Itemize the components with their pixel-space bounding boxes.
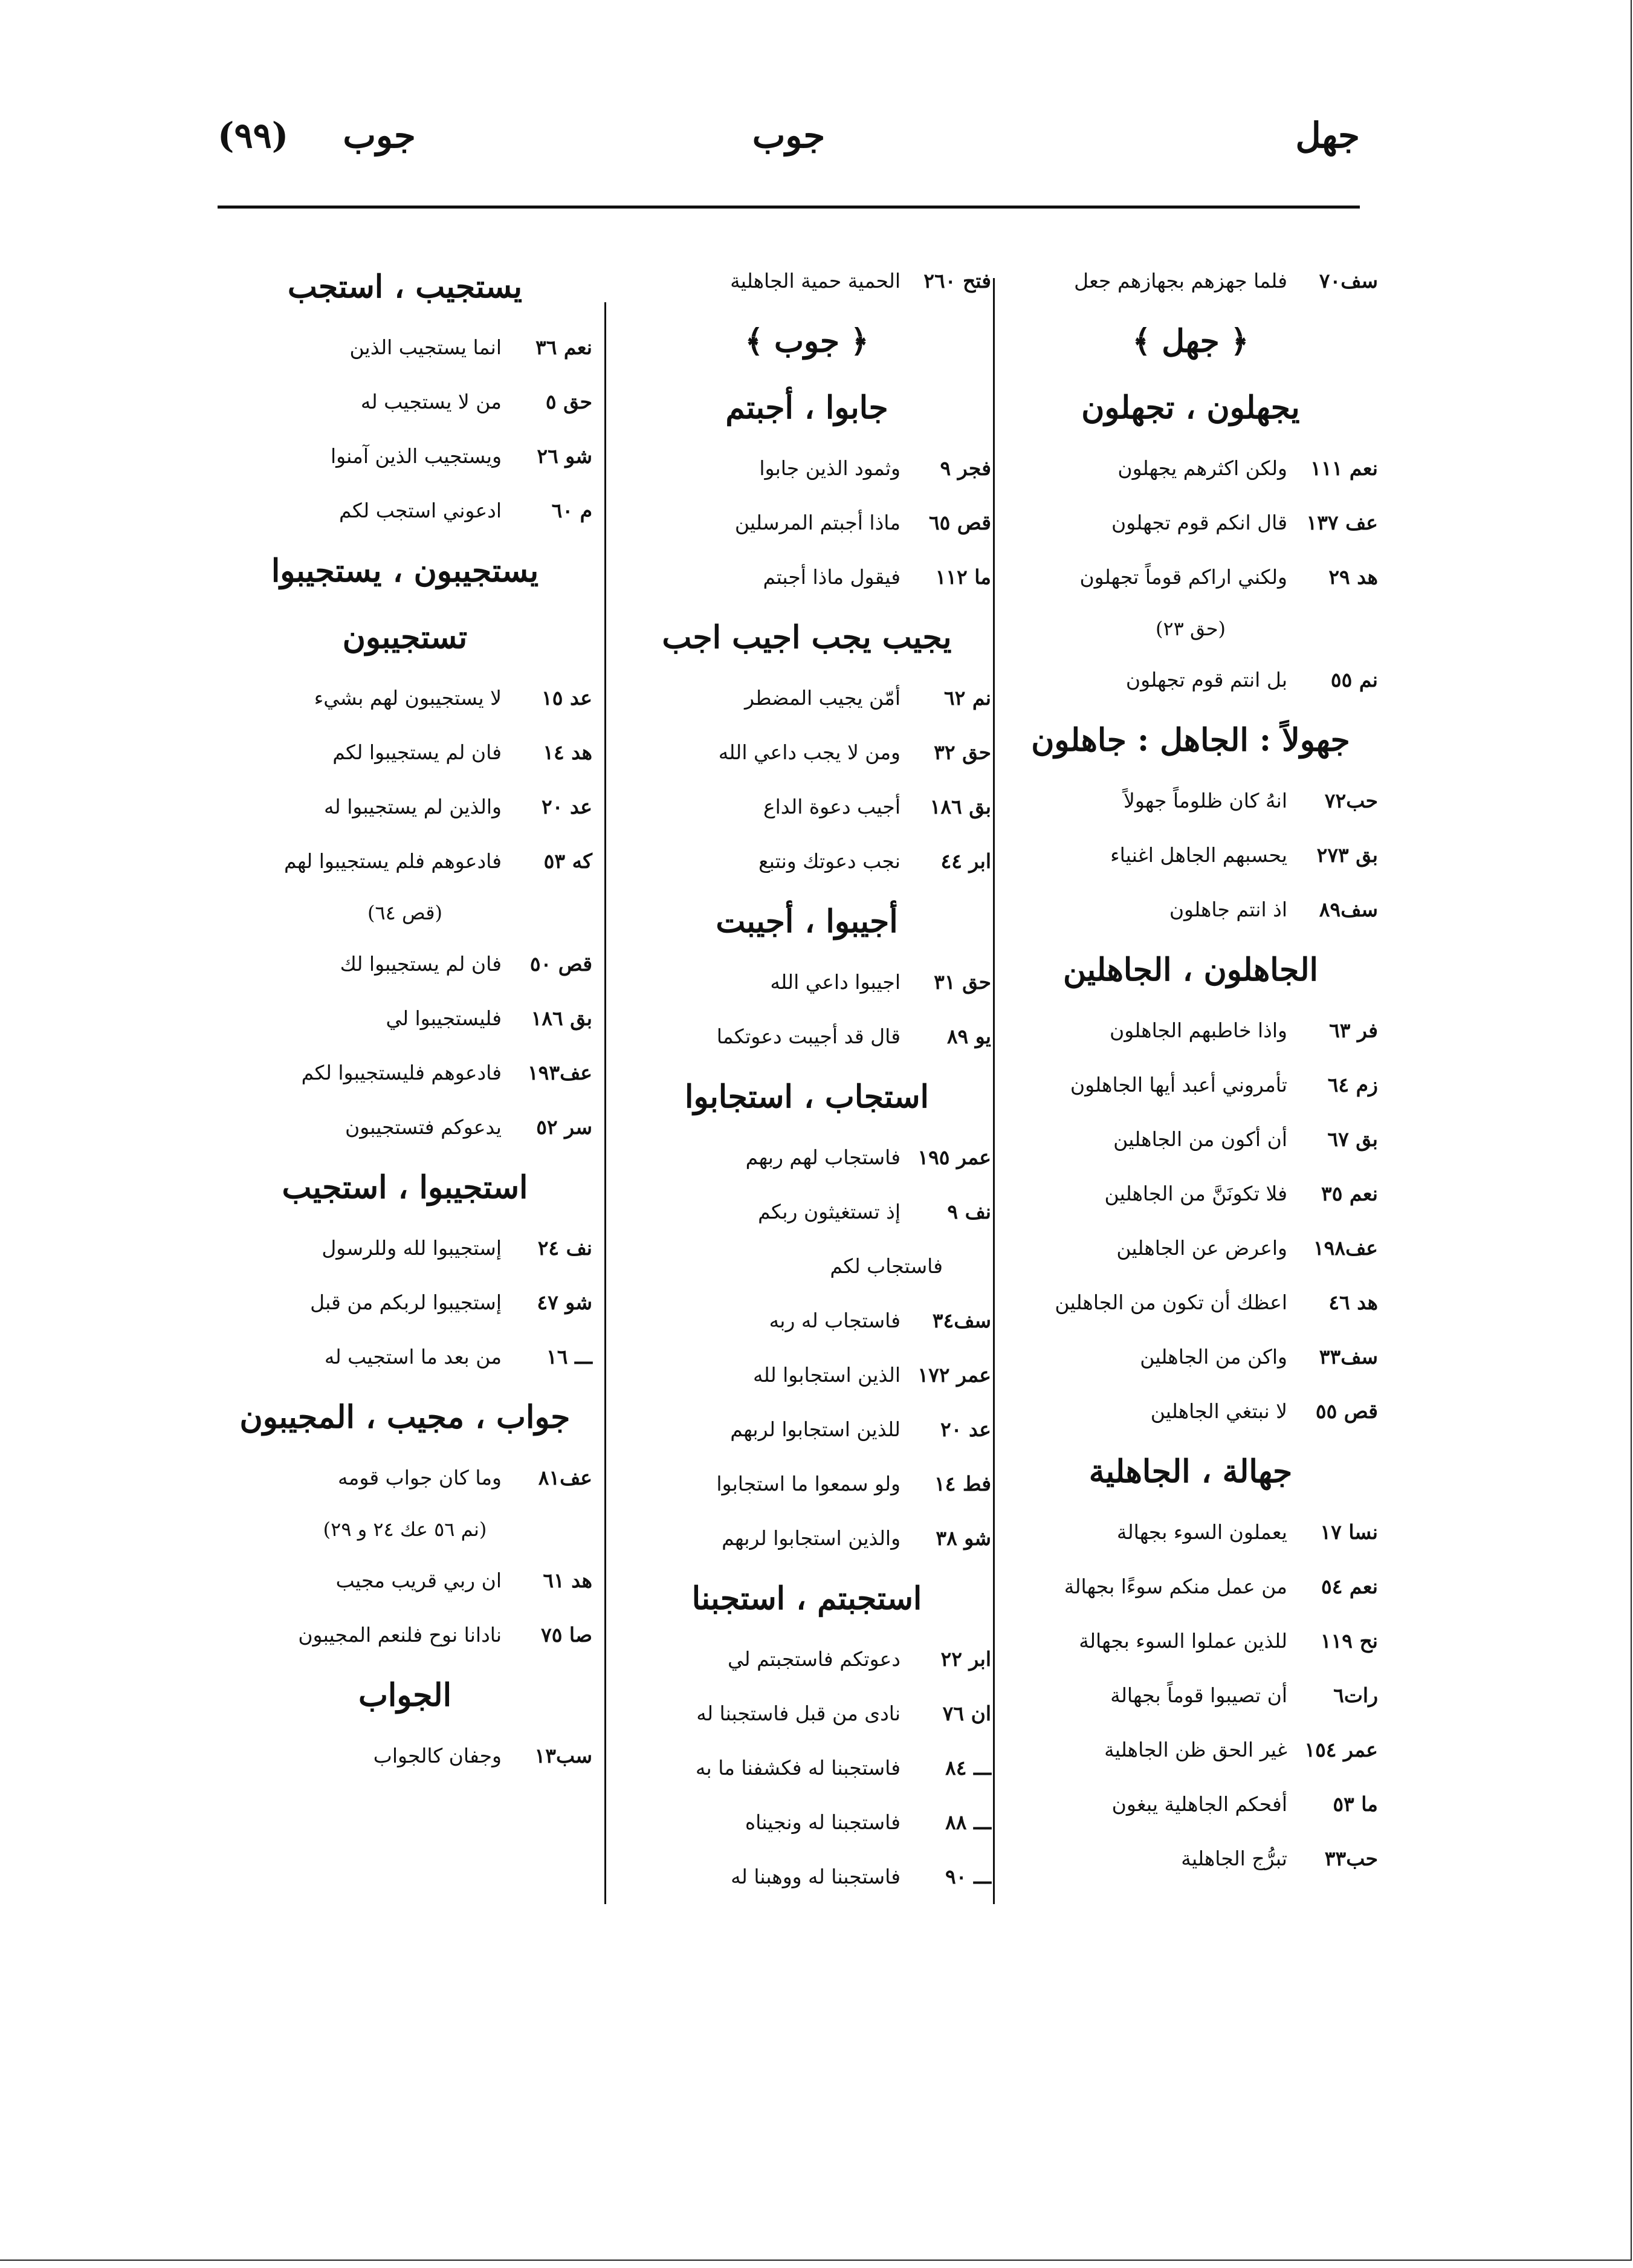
verse-entry <box>622 780 991 834</box>
verse-text: أمّن يجيب المضطر <box>745 686 901 710</box>
verse-entry <box>218 1100 592 1155</box>
verse-text: فيقول ماذا أجبتم <box>763 565 901 589</box>
verse-reference: عمر ١٩٥ <box>917 1145 991 1169</box>
page-header <box>218 115 1360 169</box>
verse-reference: بق ١٨٦ <box>531 1006 592 1030</box>
verse-entry <box>218 1729 592 1783</box>
verse-entry <box>218 1221 592 1275</box>
verse-entry <box>1003 1384 1378 1439</box>
verse-reference: ـــ ٨٤ <box>945 1756 991 1780</box>
verse-reference: ابر ٢٢ <box>940 1647 991 1671</box>
verse-reference: نم ٦٢ <box>943 686 991 710</box>
entry-heading: تستجيبون <box>342 619 468 656</box>
entry-heading: جابوا ، أجبتم <box>725 389 888 426</box>
verse-reference: عف١٩٨ <box>1313 1236 1378 1260</box>
verse-entry <box>622 1686 991 1741</box>
entry-heading: جهولاً : الجاهل : جاهلون <box>1031 722 1350 759</box>
verse-entry <box>218 991 592 1046</box>
verse-reference: ما ٥٣ <box>1333 1792 1378 1816</box>
header-rule <box>218 206 1360 209</box>
verse-reference: حق ٥ <box>545 390 592 413</box>
verse-reference: نف ٢٤ <box>537 1236 592 1260</box>
entry-heading: يستجيب ، استجب <box>287 268 523 305</box>
verse-text: من بعد ما استجيب له <box>324 1345 502 1369</box>
column-divider-left <box>604 302 606 1904</box>
entry-heading: استجيبوا ، استجيب <box>282 1169 528 1206</box>
verse-text: فلا تكونَنَّ من الجاهلين <box>1104 1182 1287 1205</box>
verse-reference: بق ١٨٦ <box>930 795 991 818</box>
verse-reference: عمر ١٧٢ <box>917 1363 991 1387</box>
verse-reference: زم ٦٤ <box>1327 1073 1378 1097</box>
verse-reference: حب٣٣ <box>1324 1847 1378 1870</box>
header-left-group <box>218 115 470 156</box>
entry-heading: يجهلون ، تجهلون <box>1081 389 1300 426</box>
verse-reference: صا ٧٥ <box>540 1623 592 1647</box>
verse-text: فاستجاب لكم <box>830 1254 943 1278</box>
verse-reference: حب٧٢ <box>1324 789 1378 812</box>
entry-heading: يجيب يجب اجيب اجب <box>662 619 952 656</box>
verse-entry <box>1003 1614 1378 1668</box>
verse-text: فليستجيبوا لي <box>386 1006 502 1030</box>
verse-text: تأمروني أعبد أيها الجاهلون <box>1070 1073 1287 1097</box>
entry-heading: جواب ، مجيب ، المجيبون <box>239 1399 571 1436</box>
verse-text: ادعوني استجب لكم <box>339 499 502 522</box>
verse-reference: شو ٢٦ <box>537 444 592 468</box>
verse-reference: فجر ٩ <box>940 456 991 480</box>
verse-reference: حق ٣٢ <box>934 740 991 764</box>
verse-entry <box>218 1330 592 1384</box>
verse-entry <box>1003 828 1378 883</box>
verse-reference: ان ٧٦ <box>942 1702 991 1725</box>
verse-reference: ما ١١٢ <box>935 565 991 589</box>
verse-text: فان لم يستجيبوا لك <box>340 952 502 976</box>
verse-entry <box>622 955 991 1009</box>
verse-entry <box>622 1402 991 1457</box>
verse-text: نادى من قبل فاستجبنا له <box>696 1702 901 1725</box>
verse-text: أجيب دعوة الداع <box>763 795 901 818</box>
verse-text: ولكني اراكم قوماً تجهلون <box>1079 565 1287 589</box>
verse-reference: هد ٢٩ <box>1328 565 1378 589</box>
verse-entry <box>218 1451 592 1505</box>
verse-text: فادعوهم فلم يستجيبوا لهم <box>283 849 502 873</box>
entry-heading: أجيبوا ، أجيبت <box>716 903 898 940</box>
verse-reference: قص ٥٥ <box>1315 1399 1378 1423</box>
verse-reference: ـــ ١٦ <box>546 1345 592 1369</box>
verse-entry <box>622 1457 991 1511</box>
verse-reference: نم ٥٥ <box>1330 668 1378 692</box>
verse-entry <box>1003 1668 1378 1723</box>
verse-text: اذ انتم جاهلون <box>1169 898 1287 921</box>
cross-reference-note: (نم ٥٦ عك ٢٤ و ٢٩) <box>323 1518 487 1541</box>
verse-entry <box>622 725 991 780</box>
verse-reference: رات٦ <box>1333 1683 1378 1707</box>
verse-entry <box>1003 883 1378 937</box>
verse-text: إستجيبوا لربكم من قبل <box>310 1291 502 1314</box>
verse-text: غير الحق ظن الجاهلية <box>1104 1738 1287 1761</box>
verse-reference: يو ٨٩ <box>946 1025 991 1048</box>
verse-entry <box>1003 441 1378 496</box>
verse-entry <box>218 834 592 889</box>
verse-reference: بق ٦٧ <box>1327 1127 1378 1151</box>
verse-text: يدعوكم فتستجيبون <box>344 1115 502 1139</box>
verse-text: أفحكم الجاهلية يبغون <box>1111 1792 1287 1816</box>
verse-text: للذين استجابوا لربهم <box>730 1418 901 1441</box>
verse-text: إستجيبوا لله وللرسول <box>322 1236 502 1260</box>
verse-text: إذ تستغيثون ربكم <box>758 1200 901 1223</box>
entry-heading: ﴿ جهل ﴾ <box>1132 323 1249 360</box>
verse-reference: عد ٢٠ <box>542 795 592 818</box>
verse-entry <box>218 429 592 484</box>
verse-text: من لا يستجيب له <box>360 390 502 413</box>
verse-text: ومن لا يجب داعي الله <box>718 740 901 764</box>
verse-reference: نعم ٥٤ <box>1321 1575 1378 1598</box>
verse-reference: فتح ٢٦٠ <box>923 269 991 293</box>
verse-entry <box>622 1294 991 1348</box>
verse-entry <box>218 1275 592 1330</box>
verse-entry <box>622 671 991 725</box>
verse-reference: شو ٣٨ <box>936 1526 991 1550</box>
verse-text: من عمل منكم سوءًا بجهالة <box>1064 1575 1287 1598</box>
verse-entry <box>622 1239 991 1294</box>
column-right <box>1003 254 1378 1886</box>
verse-entry <box>1003 1777 1378 1832</box>
entry-heading: ﴿ جوب ﴾ <box>745 323 869 360</box>
header-middle-word: جوب <box>752 115 826 156</box>
verse-text: يحسبهم الجاهل اغنياء <box>1110 843 1287 867</box>
verse-reference: نسا ١٧ <box>1320 1520 1378 1544</box>
verse-entry <box>622 1185 991 1239</box>
verse-text: انما يستجيب الذين <box>349 335 502 359</box>
verse-entry <box>622 1850 991 1904</box>
verse-reference: نعم ٣٦ <box>535 335 592 359</box>
verse-reference: سف٧٠ <box>1319 269 1378 293</box>
verse-entry <box>1003 653 1378 707</box>
verse-entry <box>1003 1221 1378 1275</box>
verse-reference: سر ٥٢ <box>536 1115 592 1139</box>
verse-reference: نعم ٣٥ <box>1321 1182 1378 1205</box>
page-number: (٩٩) <box>218 115 289 156</box>
verse-entry <box>622 441 991 496</box>
verse-reference: نح ١١٩ <box>1320 1629 1378 1653</box>
verse-entry <box>218 780 592 834</box>
verse-entry <box>622 254 991 308</box>
verse-reference: عمر ١٥٤ <box>1304 1738 1378 1761</box>
verse-reference: عد ٢٠ <box>940 1418 991 1441</box>
verse-entry <box>1003 1003 1378 1058</box>
entry-heading: استجاب ، استجابوا <box>685 1078 929 1115</box>
verse-reference: ـــ ٨٨ <box>945 1810 991 1834</box>
verse-text: أن تصيبوا قوماً بجهالة <box>1110 1683 1287 1707</box>
verse-reference: سف٣٤ <box>932 1309 991 1332</box>
verse-entry <box>218 375 592 429</box>
verse-entry <box>1003 496 1378 550</box>
verse-text: فان لم يستجيبوا لكم <box>332 740 502 764</box>
verse-reference: قص ٥٠ <box>529 952 592 976</box>
verse-entry <box>218 725 592 780</box>
verse-reference: عف٨١ <box>538 1466 592 1489</box>
verse-reference: سف٨٩ <box>1319 898 1378 921</box>
entry-heading: الجاهلون ، الجاهلين <box>1063 951 1318 988</box>
verse-text: الحمية حمية الجاهلية <box>730 269 901 293</box>
verse-reference: نف ٩ <box>947 1200 991 1223</box>
verse-entry <box>622 550 991 604</box>
verse-entry <box>622 834 991 889</box>
verse-entry <box>218 937 592 991</box>
cross-reference-note: (قص ٦٤) <box>367 901 442 924</box>
verse-text: فادعوهم فليستجيبوا لكم <box>301 1061 502 1084</box>
entry-heading: يستجيبون ، يستجيبوا <box>271 552 539 589</box>
verse-entry <box>218 484 592 538</box>
verse-text: فاستجاب له ربه <box>769 1309 901 1332</box>
verse-text: وجفان كالجواب <box>373 1744 502 1767</box>
verse-reference: كه ٥٣ <box>543 849 592 873</box>
column-left <box>218 254 592 1783</box>
cross-reference-note: (حق ٢٣) <box>1156 617 1226 640</box>
verse-reference: بق ٢٧٣ <box>1316 843 1378 867</box>
verse-text: قال قد أجيبت دعوتكما <box>716 1025 901 1048</box>
verse-reference: هد ١٤ <box>543 740 592 764</box>
verse-entry <box>1003 254 1378 308</box>
verse-entry <box>218 1046 592 1100</box>
entry-heading: الجواب <box>358 1677 452 1714</box>
verse-reference: عف ١٣٧ <box>1306 511 1378 534</box>
verse-text: لا نبتغي الجاهلين <box>1150 1399 1287 1423</box>
header-right-word: جهل <box>1295 115 1360 156</box>
verse-entry <box>622 1511 991 1566</box>
verse-text: فاستجبنا له ووهبنا له <box>731 1865 901 1888</box>
verse-reference: سف٣٣ <box>1319 1345 1378 1369</box>
verse-entry <box>622 1130 991 1185</box>
verse-reference: ـــ ٩٠ <box>945 1865 991 1888</box>
verse-text: الذين استجابوا لله <box>752 1363 901 1387</box>
verse-entry <box>622 1795 991 1850</box>
verse-reference: عد ١٥ <box>542 686 592 710</box>
verse-reference: فر ٦٣ <box>1329 1019 1378 1042</box>
verse-text: والذين استجابوا لربهم <box>722 1526 901 1550</box>
verse-entry <box>622 496 991 550</box>
verse-reference: نعم ١١١ <box>1310 456 1378 480</box>
verse-entry <box>622 1348 991 1402</box>
verse-reference: قص ٦٥ <box>928 511 991 534</box>
verse-text: اعظك أن تكون من الجاهلين <box>1055 1291 1287 1314</box>
verse-text: بل انتم قوم تجهلون <box>1125 668 1287 692</box>
verse-text: واذا خاطبهم الجاهلون <box>1110 1019 1287 1042</box>
verse-text: نادانا نوح فلنعم المجيبون <box>298 1623 502 1647</box>
entry-heading: جهالة ، الجاهلية <box>1088 1453 1293 1490</box>
verse-entry <box>1003 1167 1378 1221</box>
verse-entry <box>1003 1505 1378 1560</box>
verse-reference: شو ٤٧ <box>537 1291 592 1314</box>
verse-entry <box>1003 774 1378 828</box>
verse-reference: هد ٤٦ <box>1328 1291 1378 1314</box>
verse-entry <box>622 1632 991 1686</box>
entry-heading: استجبتم ، استجبنا <box>691 1580 922 1617</box>
verse-text: وما كان جواب قومه <box>337 1466 502 1489</box>
verse-text: تبرُّج الجاهلية <box>1181 1847 1287 1870</box>
verse-entry <box>1003 1330 1378 1384</box>
verse-entry <box>218 1608 592 1662</box>
verse-reference: سب١٣ <box>534 1744 592 1767</box>
verse-text: فاستجبنا له ونجيناه <box>745 1810 901 1834</box>
verse-entry <box>218 320 592 375</box>
verse-text: ماذا أجبتم المرسلين <box>734 511 901 534</box>
column-divider-right <box>993 278 995 1904</box>
verse-entry <box>1003 1560 1378 1614</box>
verse-reference: حق ٣١ <box>934 970 991 994</box>
verse-entry <box>218 671 592 725</box>
verse-entry <box>1003 1112 1378 1167</box>
column-middle <box>622 254 991 1904</box>
verse-text: دعوتكم فاستجبتم لي <box>728 1647 901 1671</box>
verse-text: فلما جهزهم بجهازهم جعل <box>1074 269 1287 293</box>
verse-text: ولكن اكثرهم يجهلون <box>1117 456 1287 480</box>
verse-text: ان ربي قريب مجيب <box>335 1569 502 1592</box>
verse-entry <box>1003 1058 1378 1112</box>
verse-entry <box>622 1741 991 1795</box>
verse-reference: ابر ٤٤ <box>940 849 991 873</box>
verse-text: يعملون السوء بجهالة <box>1116 1520 1287 1544</box>
verse-text: واكن من الجاهلين <box>1140 1345 1287 1369</box>
verse-text: فاستجاب لهم ربهم <box>745 1145 901 1169</box>
verse-text: واعرض عن الجاهلين <box>1116 1236 1287 1260</box>
header-left-word: جوب <box>343 115 416 156</box>
verse-text: اجيبوا داعي الله <box>770 970 901 994</box>
verse-reference: فط ١٤ <box>934 1472 991 1495</box>
verse-text: للذين عملوا السوء بجهالة <box>1079 1629 1287 1653</box>
verse-entry <box>1003 1723 1378 1777</box>
verse-text: وثمود الذين جابوا <box>759 456 901 480</box>
verse-reference: م ٦٠ <box>551 499 592 522</box>
verse-reference: هد ٦١ <box>543 1569 592 1592</box>
verse-entry <box>218 1554 592 1608</box>
verse-text: ويستجيب الذين آمنوا <box>330 444 502 468</box>
verse-entry <box>622 1009 991 1064</box>
verse-text: ولو سمعوا ما استجابوا <box>716 1472 901 1495</box>
verse-reference: عف١٩٣ <box>527 1061 592 1084</box>
verse-entry <box>1003 1832 1378 1886</box>
verse-text: لا يستجيبون لهم بشيء <box>314 686 502 710</box>
verse-text: نجب دعوتك ونتبع <box>758 849 901 873</box>
verse-text: قال انكم قوم تجهلون <box>1111 511 1287 534</box>
verse-text: أن أكون من الجاهلين <box>1113 1127 1287 1151</box>
verse-text: فاستجبنا له فكشفنا ما به <box>695 1756 901 1780</box>
verse-text: انهُ كان ظلوماً جهولاً <box>1124 789 1287 812</box>
verse-text: والذين لم يستجيبوا له <box>323 795 502 818</box>
verse-entry <box>1003 1275 1378 1330</box>
verse-entry <box>1003 550 1378 604</box>
